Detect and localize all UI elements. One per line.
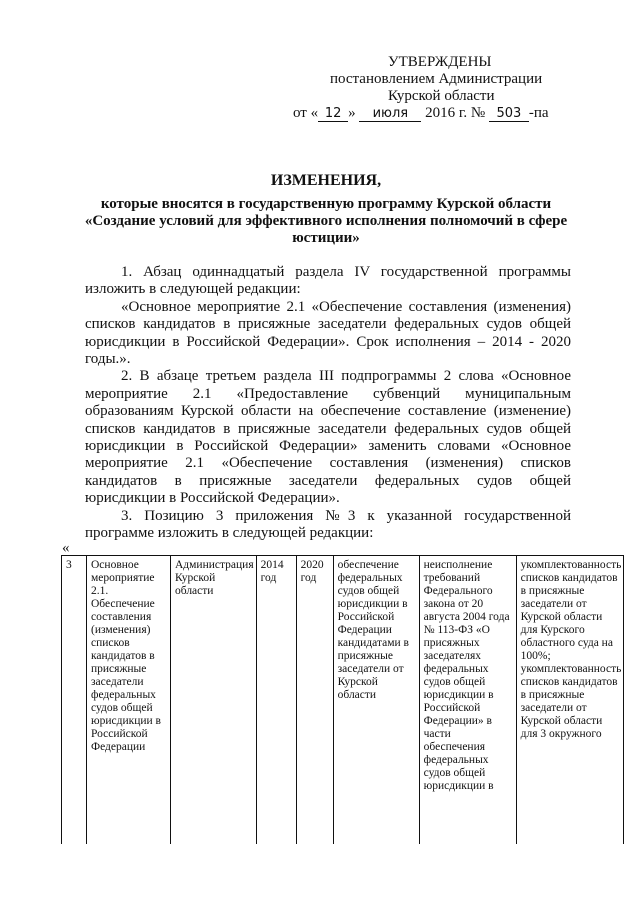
heading-line-2: «Создание условий для эффективного исполнения полномочий в сфере	[84, 213, 568, 229]
approval-line-2: постановлением Администрации	[330, 71, 543, 87]
cell-start: 2014 год	[256, 556, 296, 844]
approval-number: 503	[489, 106, 529, 122]
cell-consequences: неисполнение требований Федерального закона от 20 августа 2004 года № 113-ФЗ «О присяжных заседателях федеральных судов общей юрисдикции в Российской Федерации» в части обеспечения федеральных судов общей юрисдикции в	[419, 556, 516, 844]
approval-from: от «	[293, 105, 319, 121]
paragraph-3: 2. В абзаце третьем раздела III подпрограммы 2 слова «Основное мероприятие 2.1 «Предоставление субвенций муниципальным образованиям Курской области на обеспечение составление (изменение) списков кандидатов в присяжные заседатели федеральных судов общей юрисдикции в Российской Федерации» заменить словами «Основное мероприятие 2.1 «Обеспечение составления (изменения) списков кандидатов в присяжные заседатели федеральных судов общей юрисдикции в Российской Федерации».	[85, 368, 571, 507]
document-title: ИЗМЕНЕНИЯ,	[270, 172, 382, 189]
approval-month: июля	[359, 106, 421, 122]
paragraph-4: 3. Позицию 3 приложения №3 к указанной государственной программе изложить в следующей редакции:	[85, 507, 571, 542]
cell-name: Основное мероприятие 2.1. Обеспечение составления (изменения) списков кандидатов в присяжные заседатели федеральных судов общей юрисдикции в Российской Федерации	[87, 556, 171, 844]
cell-num: 3	[62, 556, 87, 844]
approval-block	[290, 54, 590, 122]
heading-line-3: юстиции»	[292, 230, 360, 246]
approval-title: УТВЕРЖДЕНЫ	[388, 54, 492, 70]
approval-date-line	[293, 105, 590, 122]
cell-end: 2020 год	[296, 556, 333, 844]
cell-indicators: укомплектованность списков кандидатов в присяжные заседатели от Курской области для Курского областного суда на 100%; укомплектованность списков кандидатов в присяжные заседатели от Курской области для 3 окружного	[516, 556, 624, 844]
cell-result: обеспечение федеральных судов общей юрисдикции в Российской Федерации кандидатами в присяжные заседатели от Курской области	[333, 556, 419, 844]
paragraph-2: «Основное мероприятие 2.1 «Обеспечение составления (изменения) списков кандидатов в присяжные заседатели федеральных судов общей юрисдикции в Российской Федерации». Срок исполнения – 2014 - 2020 годы.».	[85, 298, 571, 368]
heading-line-1: которые вносятся в государственную программу Курской области	[100, 196, 552, 212]
table-row	[62, 556, 624, 844]
approval-year: 2016 г. №	[425, 105, 486, 121]
approval-day: 12	[318, 106, 348, 122]
position-table	[61, 555, 624, 844]
opening-quote-mark: «	[62, 540, 70, 556]
document-body	[85, 264, 571, 543]
approval-line-3: Курской области	[388, 88, 495, 104]
approval-suffix: -па	[528, 105, 549, 121]
approval-close-quote: »	[348, 105, 356, 121]
cell-executor: Администрация Курской области	[171, 556, 257, 844]
paragraph-1: 1. Абзац одиннадцатый раздела IV государственной программы изложить в следующей редакции:	[85, 264, 571, 298]
document-heading	[76, 172, 576, 247]
